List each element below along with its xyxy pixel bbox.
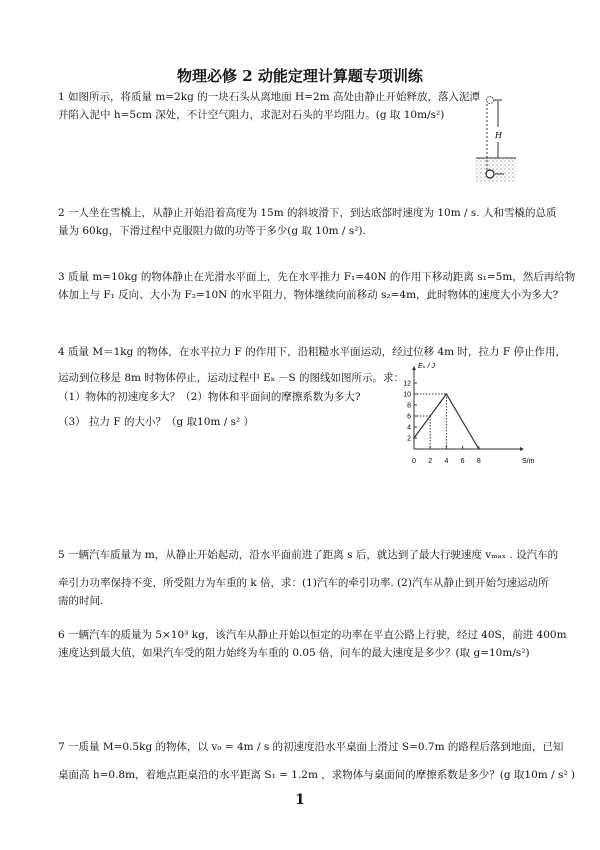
question-7-line: 7 一质量 M=0.5kg 的物体，以 v₀ = 4m / s 的初速度沿水平桌面上滑过 S=0.7m 的路程后落到地面，已知: [58, 741, 564, 753]
x-tick-label: 4: [444, 458, 449, 465]
question-4-line: （3） 拉力 F 的大小？（g 取10m / s² ）: [58, 416, 255, 428]
falling-stone-figure: [468, 92, 528, 192]
question-4-line: 运动到位移是 8m 时物体停止，运动过程中 Eₖ －S 的图线如图所示。求：: [58, 372, 405, 384]
question-1-line: 并陷入泥中 h=5cm 深处，不计空气阻力，求泥对石头的平均阻力。(g 取 10m/s²): [58, 109, 445, 121]
y-axis-label: Eₖ / J: [418, 363, 435, 370]
y-tick-label: 12: [403, 380, 411, 388]
x-axis-arrow: [520, 447, 524, 451]
y-tick-label: 2: [407, 435, 411, 443]
question-2-line: 2 一人坐在雪橇上，从静止开始沿着高度为 15m 的斜坡滑下，到达底部时速度为 10m / s. 人和雪橇的总质: [58, 207, 557, 219]
question-5-line: 牵引力功率保持不变，所受阻力为车重的 k 倍，求：(1)汽车的牵引功率. (2)汽车从静止到开始匀速运动所: [58, 577, 549, 589]
x-axis-label: S/m: [522, 458, 535, 465]
question-4-line: （1）物体的初速度多大？（2）物体和平面间的摩擦系数为多大?: [58, 391, 361, 403]
data-point: [478, 448, 480, 450]
question-4-line: 4 质量 M＝1kg 的物体，在水平拉力 F 的作用下，沿粗糙水平面运动，经过位移 4m 时，拉力 F 停止作用，: [58, 346, 566, 358]
stone-start-icon: [487, 97, 494, 104]
question-3-line: 3 质量 m=10kg 的物体静止在光滑水平面上，先在水平推力 F₁=40N 的作用下移动距离 s₁=5m，然后再给物: [58, 271, 576, 283]
question-5-line: 需的时间.: [58, 595, 104, 607]
question-7-line: 桌面高 h=0.8m，着地点距桌沿的水平距离 S₁ = 1.2m ，求物体与桌面间的摩擦系数是多少？(g 取10m / s² ): [58, 769, 575, 781]
mud-region: [476, 158, 516, 182]
label-H: H: [495, 131, 502, 140]
data-point: [446, 393, 448, 395]
x-tick-label: 6: [460, 458, 465, 465]
y-tick-label: 6: [407, 413, 411, 421]
x-tick-label: 8: [476, 458, 481, 465]
question-6-line: 6 一辆汽车的质量为 5×10³ kg，该汽车从静止开始以恒定的功率在平直公路上行驶，经过 40S，前进 400m: [58, 629, 567, 641]
data-point: [413, 437, 415, 439]
question-2-line: 量为 60kg，下滑过程中克服阻力做的功等于多少(g 取 10m / s²).: [58, 225, 366, 237]
y-tick-label: 4: [407, 424, 411, 432]
question-3-line: 体加上与 F₁ 反向、大小为 F₂=10N 的水平阻力，物体继续向前移动 s₂=4m，此时物体的速度大小为多大?: [58, 289, 559, 301]
stone-icon: [486, 170, 494, 178]
x-tick-label: 2: [428, 458, 433, 465]
y-tick-label: 10: [403, 391, 411, 399]
ek-s-chart: [398, 360, 538, 470]
y-axis-arrow: [412, 366, 416, 370]
question-1-line: 1 如图所示，将质量 m=2kg 的一块石头从离地面 H=2m 高处由静止开始释放，落入泥潭: [58, 91, 480, 103]
question-5-line: 5 一辆汽车质量为 m，从静止开始起动，沿水平面前进了距离 s 后，就达到了最大行驶速度 vₘₐₓ . 设汽车的: [58, 549, 559, 561]
question-6-line: 速度达到最大值，如果汽车受的阻力始终为车重的 0.05 倍，问车的最大速度是多少？(取 g=10m/s²): [58, 647, 530, 659]
page-title: 物理必修 2 动能定理计算题专项训练: [177, 67, 423, 85]
y-tick-label: 8: [407, 402, 411, 410]
x-tick-label: 0: [412, 458, 416, 465]
page-number: 1: [295, 792, 305, 808]
